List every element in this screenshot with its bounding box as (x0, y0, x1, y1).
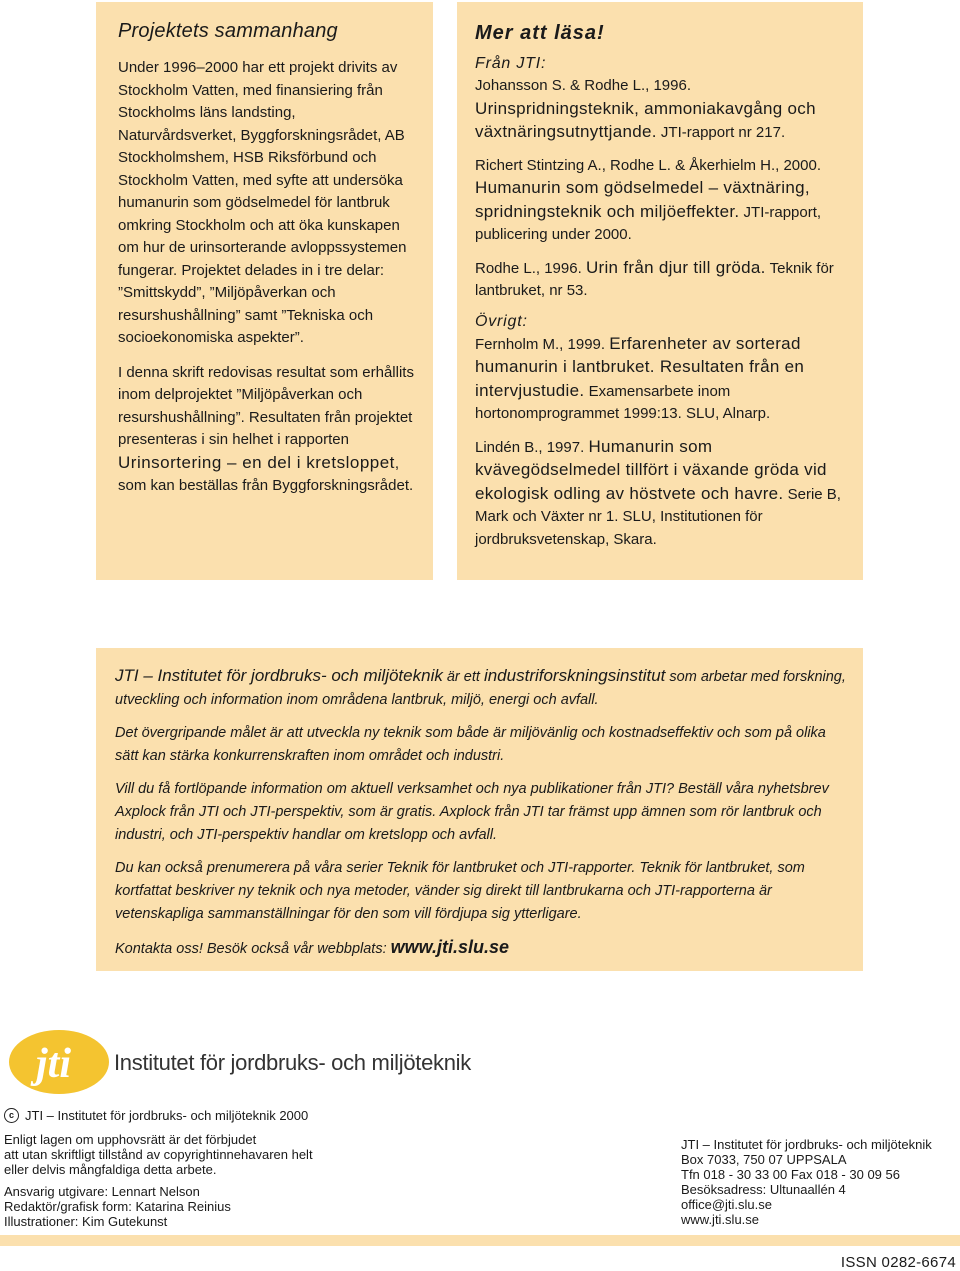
project-report-paragraph (118, 362, 415, 498)
reference-title: Urinspridningsteknik, ammoniakavgång och växtnäringsutnyttjande. (475, 98, 816, 141)
reference-source: JTI-rapport, publicering under 2000. (475, 203, 822, 243)
reference-item (475, 257, 849, 303)
contact-line: Besöksadress: Ultunaallén 4 (681, 1182, 846, 1197)
other-references-list (475, 333, 849, 552)
reference-authors: Fernholm M., 1999. (475, 335, 606, 353)
jti-website-link[interactable]: www.jti.slu.se (390, 937, 510, 957)
reference-source: Teknik för lantbruket, nr 53. (475, 259, 834, 299)
reference-item (475, 75, 849, 145)
reference-title: Humanurin som gödselmedel – växtnäring, spridningsteknik och miljöeffekter. (475, 178, 810, 221)
jti-intro-mid: är ett (442, 669, 484, 685)
reference-item (475, 155, 849, 247)
reference-authors: Lindén B., 1997. (475, 438, 585, 456)
credit-line: Redaktör/grafisk form: Katarina Reinius (4, 1199, 231, 1214)
reference-authors: Rodhe L., 1996. (475, 259, 582, 277)
reference-title: Urin från djur till gröda. (585, 257, 766, 277)
legal-line: Enligt lagen om upphovsrätt är det förbjudet (4, 1132, 257, 1147)
credit-line: Ansvarig utgivare: Lennart Nelson (4, 1184, 200, 1199)
project-context-heading: Projektets sammanhang (118, 20, 338, 42)
jti-logo-letters: jti (36, 1041, 72, 1087)
legal-line: eller delvis mångfaldiga detta arbete. (4, 1162, 217, 1177)
jti-logo-mark (4, 1027, 114, 1097)
bottom-color-band (0, 1235, 960, 1246)
jti-logo (4, 1027, 114, 1097)
jti-contact-paragraph (115, 936, 849, 961)
jti-goal-paragraph: Det övergripande målet är att utveckla ny teknik som både är miljövänlig och kostnadseffektiv och som på olika sätt kan stärka konkurrenskraften inom området och industri. (115, 725, 826, 764)
jti-name: JTI – Institutet för jordbruks- och miljöteknik (115, 666, 443, 685)
reference-item (475, 436, 849, 552)
contact-line: JTI – Institutet för jordbruks- och miljöteknik (681, 1137, 932, 1152)
jti-intro-tail: som arbetar med forskning, utveckling och information inom områdena lantbruk, miljö, energi och avfall. (115, 669, 846, 708)
report-lead-text: I denna skrift redovisas resultat som erhållits inom delprojektet ”Miljöpåverkan och resurshushållning”. Resultaten från projektet presenteras i sin helhet i rapporten (118, 363, 414, 448)
jti-institute-type: industriforskningsinstitut (483, 666, 666, 685)
copyright-line (4, 1108, 308, 1123)
report-tail-text: , som kan beställas från Byggforskningsrådet. (118, 454, 414, 494)
other-subheading: Övrigt: (475, 312, 528, 330)
credit-line: Illustrationer: Kim Gutekunst (4, 1214, 168, 1229)
contact-website[interactable]: www.jti.slu.se (681, 1212, 760, 1227)
report-title: Urinsortering – en del i kretsloppet (118, 452, 395, 472)
jti-intro-paragraph (115, 664, 849, 712)
issn-number: ISSN 0282-6674 (840, 1254, 956, 1271)
jti-references-list (475, 75, 849, 303)
legal-notice (4, 1132, 313, 1177)
contact-line: Tfn 018 - 30 33 00 Fax 018 - 30 09 56 (681, 1167, 900, 1182)
further-reading-box (457, 2, 863, 580)
contact-email[interactable]: office@jti.slu.se (681, 1197, 772, 1212)
logo-institute-name: Institutet för jordbruks- och miljöteknik (114, 1050, 471, 1075)
legal-line: att utan skriftligt tillstånd av copyrightinnehavaren helt (4, 1147, 313, 1162)
reference-source: Examensarbete inom hortonomprogrammet 1999:13. SLU, Alnarp. (475, 382, 771, 422)
from-jti-subheading: Från JTI: (475, 55, 547, 72)
reference-source: JTI-rapport nr 217. (660, 124, 786, 141)
further-reading-heading: Mer att läsa! (475, 22, 605, 44)
copyright-icon: c (4, 1108, 19, 1123)
reference-title: Erfarenheter av sorterad humanurin i lantbruket. Resultaten från en intervjustudie. (475, 333, 805, 400)
credits-block (4, 1184, 231, 1229)
copyright-text: JTI – Institutet för jordbruks- och miljöteknik 2000 (25, 1108, 309, 1123)
contact-line: Box 7033, 750 07 UPPSALA (681, 1152, 847, 1167)
reference-authors: Johansson S. & Rodhe L., 1996. (475, 77, 691, 94)
jti-info-box (96, 648, 863, 971)
reference-item (475, 333, 849, 426)
project-context-box (96, 2, 433, 580)
jti-newsletter-paragraph: Vill du få fortlöpande information om aktuell verksamhet och nya publikationer från JTI? Beställ våra nyhetsbrev Axplock från JTI och JTI-perspektiv, som är gratis. Axplock från JTI tar främst upp ämnen som rör lantbruk och industri, och JTI-perspektiv handlar om kretslopp och avfall. (115, 781, 829, 843)
contact-block (681, 1137, 932, 1227)
reference-title: Humanurin som kvävegödselmedel tillfört i växande gröda vid ekologisk odling av höstvete och havre. (475, 436, 827, 503)
jti-contact-lead: Kontakta oss! Besök också vår webbplats: (115, 941, 391, 957)
reference-authors: Richert Stintzing A., Rodhe L. & Åkerhielm H., 2000. (475, 156, 822, 174)
project-context-paragraph: Under 1996–2000 har ett projekt drivits av Stockholm Vatten, med finansiering från Stockholms läns landsting, Naturvårdsverket, Byggforskningsrådet, AB Stockholmshem, HSB Riksförbund och Stockholm Vatten, med syfte att undersöka humanurin som gödselmedel för lantbruk omkring Stockholm och att öka kunskapen om hur de urinsorterande avloppssystemen fungerar. Projektet delades in i tre delar: ”Smittskydd”, ”Miljöpåverkan och resurshushållning” samt ”Tekniska och socioekonomiska aspekter”. (118, 59, 407, 346)
jti-subscription-paragraph: Du kan också prenumerera på våra serier Teknik för lantbruket och JTI-rapporter. Teknik för lantbruket, som kortfattat beskriver ny teknik och nya metoder, vänder sig direkt till lantbrukarna och JTI-rapporterna är vetenskapliga sammanställningar för den som vill fördjupa sig ytterligare. (115, 860, 805, 922)
reference-source: Serie B, Mark och Växter nr 1. SLU, Institutionen för jordbruksvetenskap, Skara. (475, 485, 841, 548)
